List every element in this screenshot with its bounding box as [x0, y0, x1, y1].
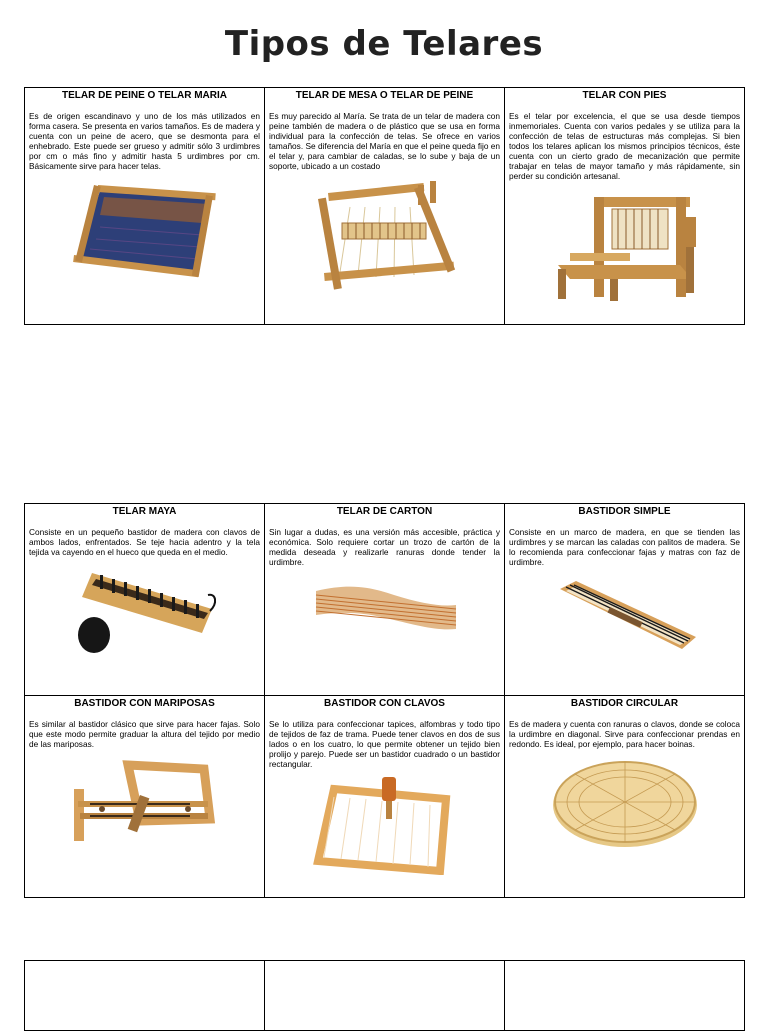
loom-title: BASTIDOR CON CLAVOS: [324, 698, 445, 709]
loom-card-telar-pies: [505, 88, 745, 325]
loom-description: Es muy parecido al María. Se trata de un telar de madera con peine también de madera o de plástico que se usa en forma individual para la confección de telas. Se ofrece en varios tamaños. Se diferencia del María en que el peine queda fijo en el telar y, para cambiar de caladas, se lo sube y baja de un soporte, ubicado a un costado: [269, 111, 500, 171]
bastidor-circular-image: [550, 755, 700, 851]
loom-description: Es el telar por excelencia, el que se usa desde tiempos inmemoriales. Cuenta con varios pedales y se utiliza para la confección de telas de estructuras más complejas. Si bien todos los telares aplican los mismos principios técnicos, éste cuenta con un cierto grado de mecanización que permite trabajar en telas de mayor tamaño y más rápidamente, sin perder su condición artesanal.: [509, 111, 740, 181]
loom-title: TELAR DE PEINE O TELAR MARIA: [61, 90, 227, 101]
loom-description: Consiste en un marco de madera, en que se tienden las urdimbres y se marcan las caladas con palitos de madera. Se lo recomienda para confeccionar fajas y matras con faz de urdimbre.: [509, 527, 740, 567]
loom-description: Es de origen escandinavo y uno de los más utilizados en forma casera. Se presenta en varios tamaños. Es de madera y cuenta con un peine de acero, que se desmonta para el enhebrado. Este puede ser grueso y admitir sólo 3 urdimbres por cm o más fino y admitir hasta 5 urdimbres por cm. Básicamente sirve para hacer telas.: [29, 111, 260, 171]
loom-card-bastidor-mariposas: [25, 696, 265, 898]
bastidor-mariposas-image: [70, 755, 220, 855]
loom-carton-image: [310, 573, 460, 643]
loom-mesa-image: [310, 177, 460, 297]
bastidor-simple-image: [550, 573, 700, 669]
empty-cell: [265, 961, 505, 1031]
loom-title: TELAR DE CARTON: [336, 506, 433, 517]
loom-card-bastidor-simple: [505, 504, 745, 696]
loom-title: BASTIDOR SIMPLE: [578, 506, 671, 517]
loom-table-bottom: [24, 960, 745, 1031]
loom-title: TELAR DE MESA O TELAR DE PEINE: [295, 90, 474, 101]
loom-table-top: [24, 87, 745, 325]
loom-card-bastidor-clavos: [265, 696, 505, 898]
loom-title: TELAR MAYA: [112, 506, 177, 517]
loom-description: Sin lugar a dudas, es una versión más accesible, práctica y económica. Solo requiere cortar un trozo de cartón de la medida deseada y realizarle ranuras donde tender la urdimbre.: [269, 527, 500, 567]
loom-maya-image: [70, 563, 220, 659]
loom-description: Se lo utiliza para confeccionar tapices, alfombras y todo tipo de tejidos de faz de trama. Puede tener clavos en dos de sus lados o en los cuatro, lo que permite obtener un tejido bien prolijo y parejo. Puede ser un bastidor cuadrado o un bastidor rectangular.: [269, 719, 500, 769]
loom-pies-image: [550, 187, 700, 305]
loom-card-bastidor-circular: [505, 696, 745, 898]
empty-cell: [505, 961, 745, 1031]
loom-card-telar-maya: [25, 504, 265, 696]
loom-title: BASTIDOR CON MARIPOSAS: [74, 698, 215, 709]
loom-card-telar-mesa: [265, 88, 505, 325]
loom-maria-image: [70, 177, 220, 287]
loom-description: Es de madera y cuenta con ranuras o clavos, donde se coloca la urdimbre en diagonal. Sirve para confeccionar prendas en redondo. Es ideal, por ejemplo, para hacer boinas.: [509, 719, 740, 749]
bastidor-clavos-image: [310, 775, 460, 875]
page-title: Tipos de Telares: [224, 24, 544, 64]
loom-description: Consiste en un pequeño bastidor de madera con clavos de ambos lados, enfrentados. Se teje hacia adentro y la tela tejida va cayendo en el hueco que queda en el medio.: [29, 527, 260, 557]
loom-table-middle: [24, 503, 745, 898]
empty-cell: [25, 961, 265, 1031]
loom-title: BASTIDOR CIRCULAR: [570, 698, 679, 709]
loom-description: Es similar al bastidor clásico que sirve para hacer fajas. Solo que este modo permite graduar la altura del tejido por medio de las mariposas.: [29, 719, 260, 749]
loom-card-telar-maria: [25, 88, 265, 325]
loom-title: TELAR CON PIES: [582, 90, 667, 101]
loom-card-telar-carton: [265, 504, 505, 696]
